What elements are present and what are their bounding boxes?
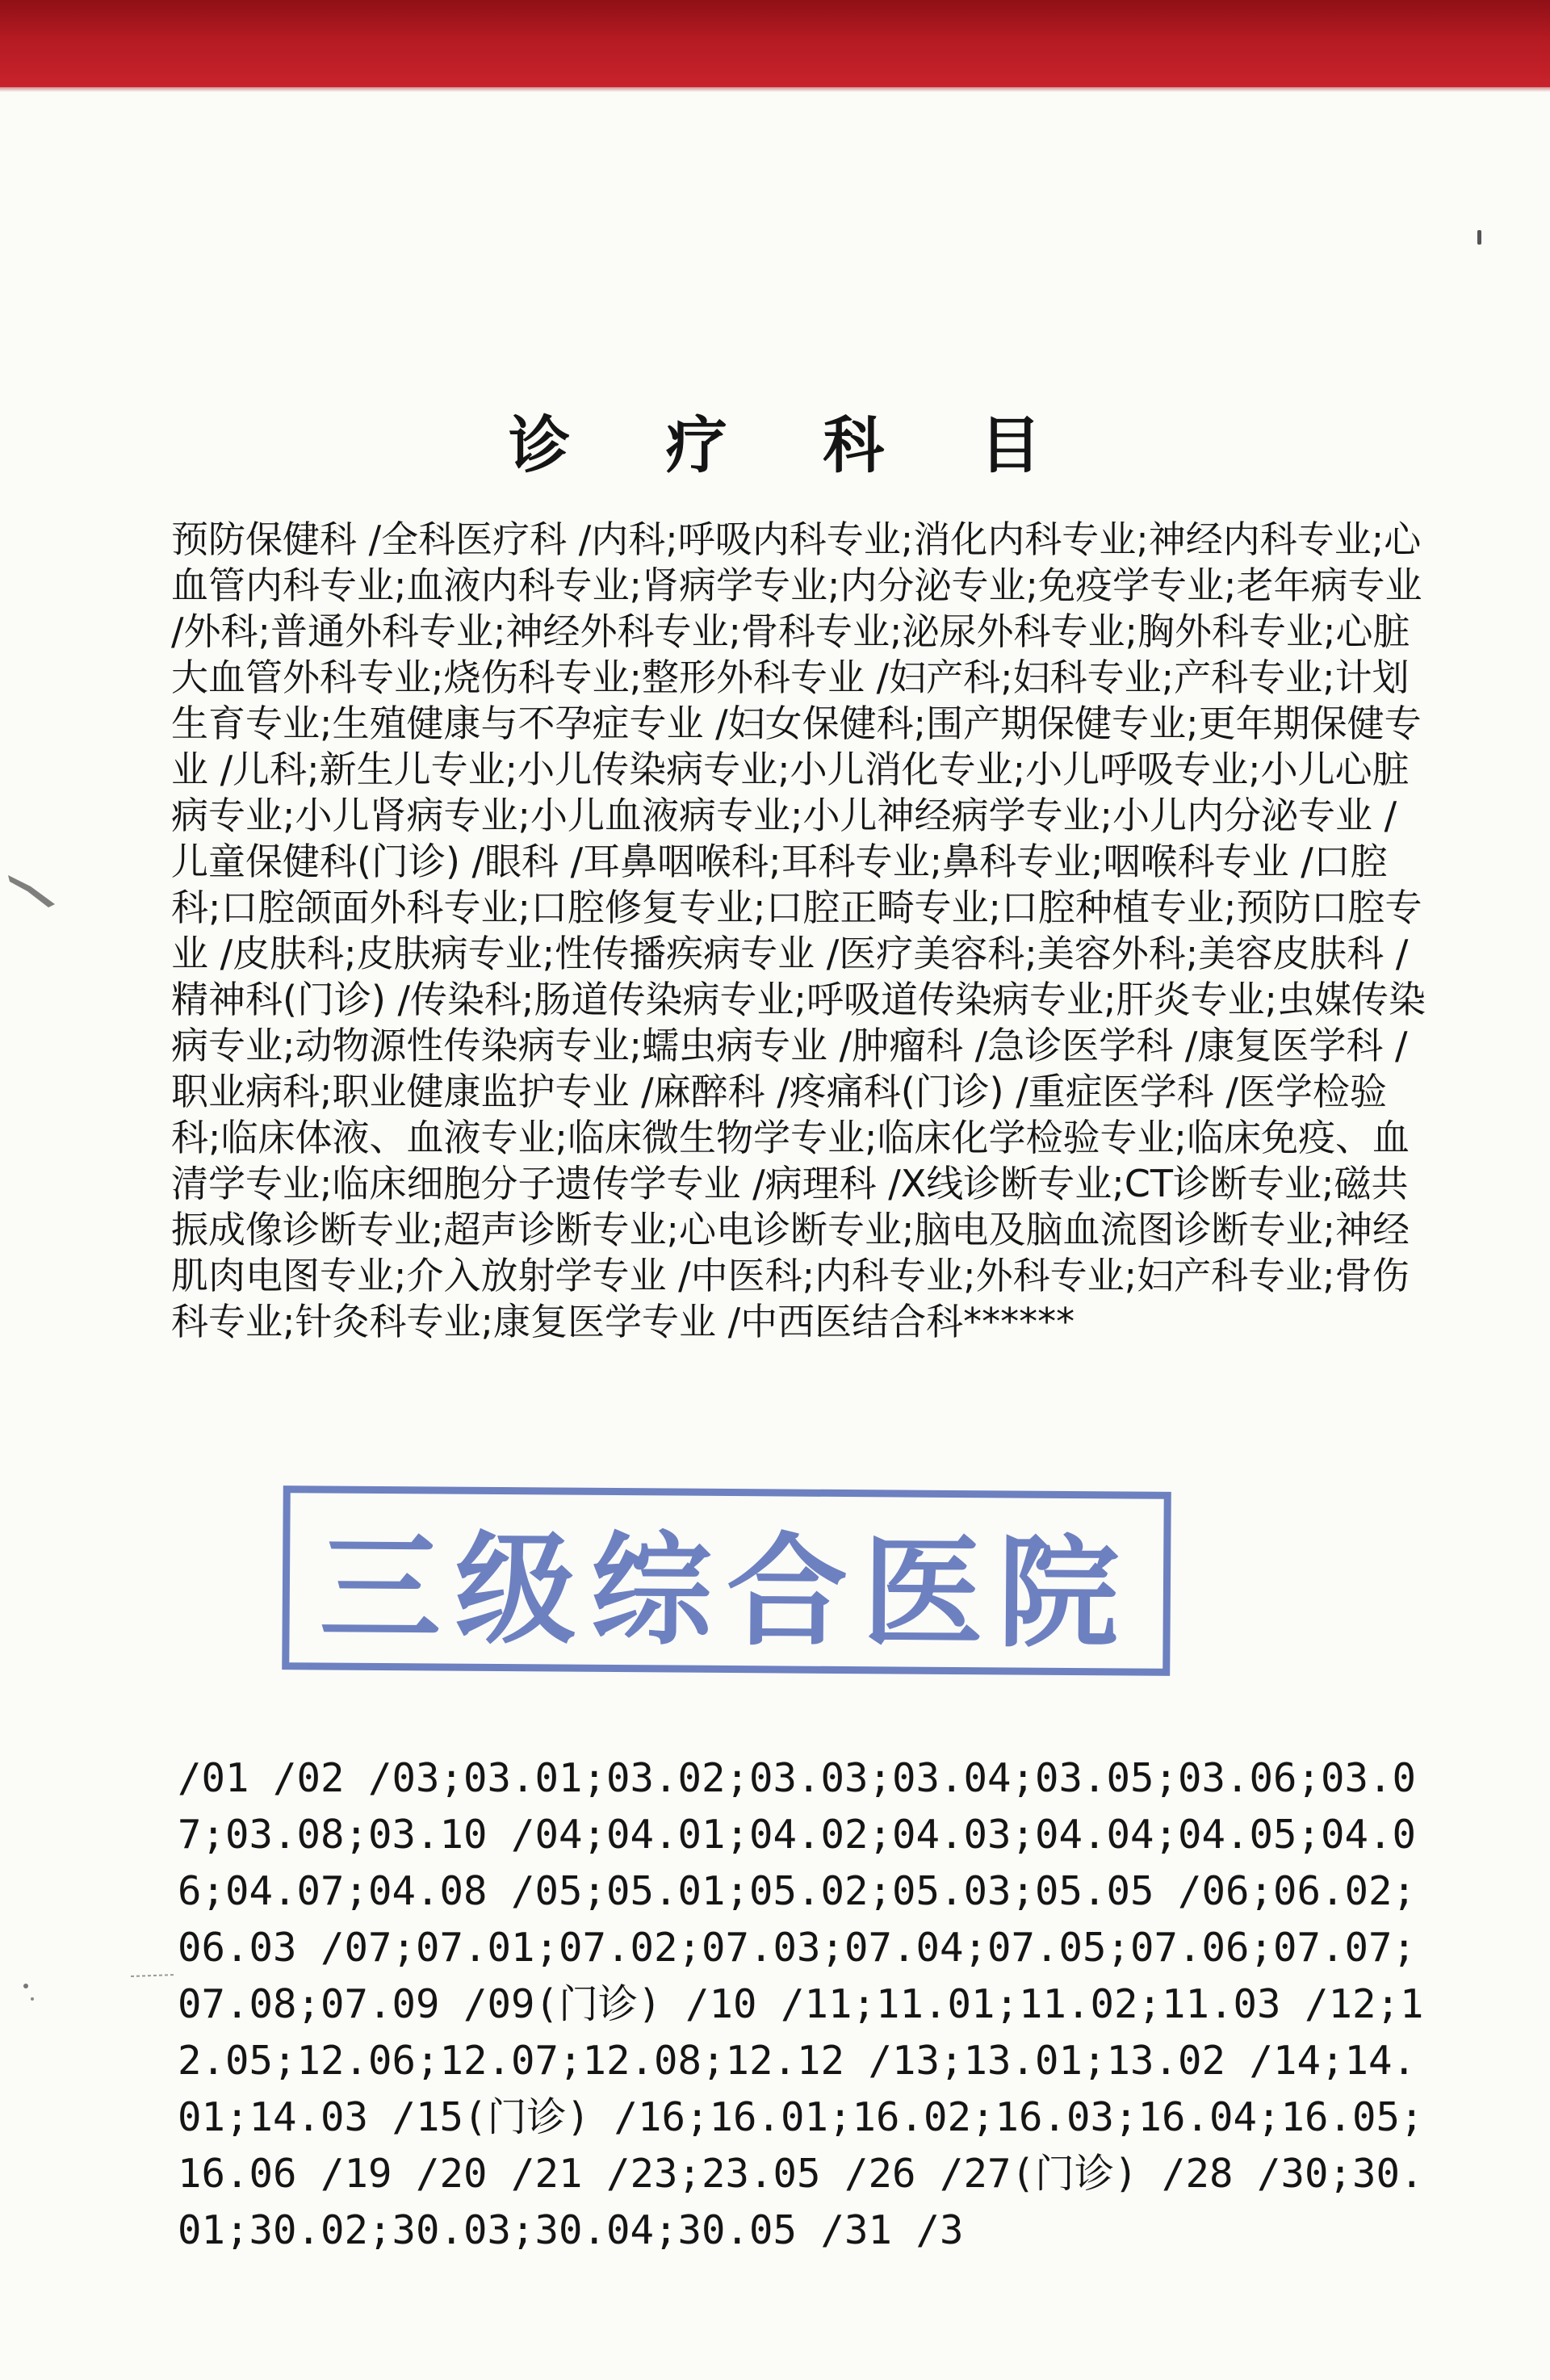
scan-speck [16, 1978, 48, 2010]
scan-speck [1477, 230, 1481, 245]
department-code-paragraph: /01 /02 /03;03.01;03.02;03.03;03.04;03.05;03.06;03.07;03.08;03.10 /04;04.01;04.02;04.03;04.04;04.05;04.06;04.07;04.08 /05;05.01;05.02;05.03;05.05 /06;06.02;06.03 /07;07.01;07.02;07.03;07.04;07.05;07.06;07.07;07.08;07.09 /09(门诊) /10 /11;11.01;11.02;11.03 /12;12.05;12.06;12.07;12.08;12.12 /13;13.01;13.02 /14;14.01;14.03 /15(门诊) /16;16.01;16.02;16.03;16.04;16.05;16.06 /19 /20 /21 /23;23.05 /26 /27(门诊) /28 /30;30.01;30.02;30.03;30.04;30.05 /31 /3 [178, 1755, 1424, 2253]
page-title: 诊 疗 科 目 [509, 409, 1079, 481]
stamp-label: 三级综合医院 [319, 1517, 1134, 1666]
department-list-paragraph: 预防保健科 /全科医疗科 /内科;呼吸内科专业;消化内科专业;神经内科专业;心血管内科专业;血液内科专业;肾病学专业;内分泌专业;免疫学专业;老年病专业 /外科;普通外科专业;神经外科专业;骨科专业;泌尿外科专业;胸外科专业;心脏大血管外科专业;烧伤科专业;整形外科专业 /妇产科;妇科专业;产科专业;计划生育专业;生殖健康与不孕症专业 /妇女保健科;围产期保健专业;更年期保健专业 /儿科;新生儿专业;小儿传染病专业;小儿消化专业;小儿呼吸专业;小儿心脏病专业;小儿肾病专业;小儿血液病专业;小儿神经病学专业;小儿内分泌专业 /儿童保健科(门诊) /眼科 /耳鼻咽喉科;耳科专业;鼻科专业;咽喉科专业 /口腔科;口腔颌面外科专业;口腔修复专业;口腔正畸专业;口腔种植专业;预防口腔专业 /皮肤科;皮肤病专业;性传播疾病专业 /医疗美容科;美容外科;美容皮肤科 /精神科(门诊) /传染科;肠道传染病专业;呼吸道传染病专业;肝炎专业;虫媒传染病专业;动物源性传染病专业;蠕虫病专业 /肿瘤科 /急诊医学科 /康复医学科 /职业病科;职业健康监护专业 /麻醉科 /疼痛科(门诊) /重症医学科 /医学检验科;临床体液、血液专业;临床微生物学专业;临床化学检验专业;临床免疫、血清学专业;临床细胞分子遗传学专业 /病理科 /X线诊断专业;CT诊断专业;磁共振成像诊断专业;超声诊断专业;心电诊断专业;脑电及脑血流图诊断专业;神经肌肉电图专业;介入放射学专业 /中医科;内科专业;外科专业;妇产科专业;骨伤科专业;针灸科专业;康复医学专业 /中西医结合科****** [171, 517, 1426, 1343]
scan-speck [129, 1970, 178, 1983]
scan-speck [6, 872, 63, 912]
red-header-band [0, 0, 1550, 87]
hospital-level-stamp [282, 1485, 1171, 1676]
red-band-shadow [0, 87, 1550, 92]
